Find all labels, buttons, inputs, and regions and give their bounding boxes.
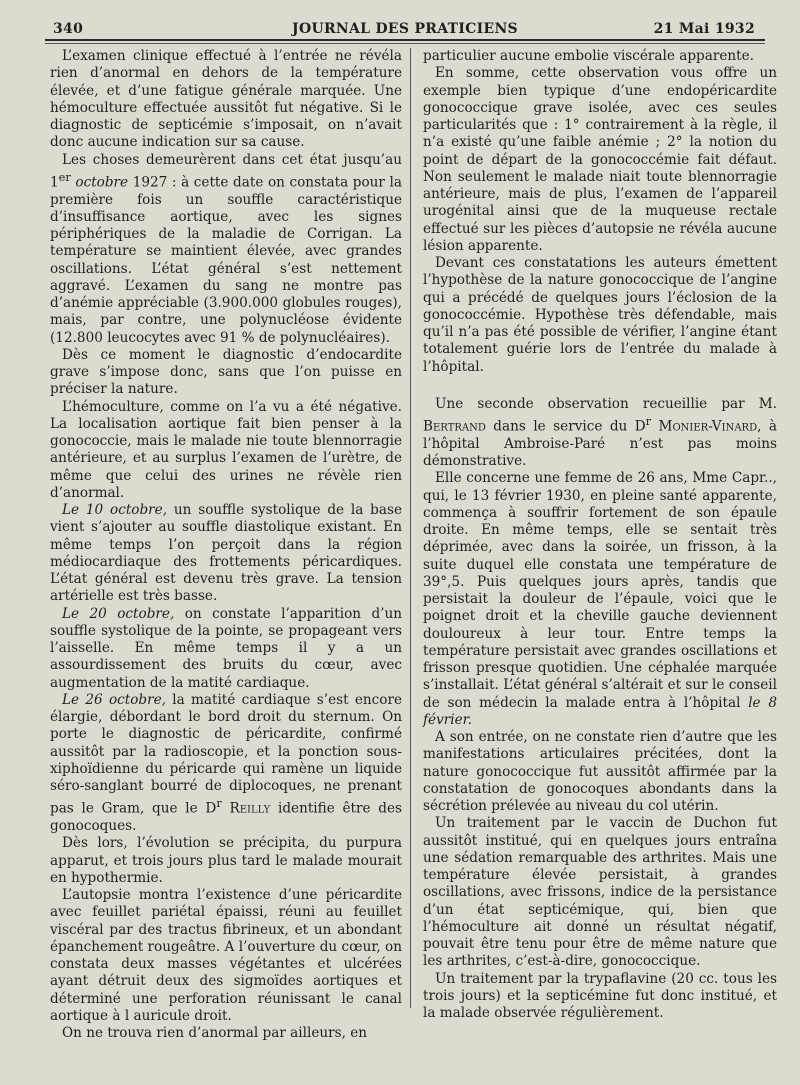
- page-number: 340: [53, 21, 84, 37]
- paragraph: A son entrée, on ne constate rien d’autre que les manifestations articulaires précitées, dont la nature gonococcique fut aussitôt affirmée par la constatation de gonocoques abondants dans la sécrétion prélevée au niveau du col utérin.: [423, 729, 777, 815]
- paragraph: Le 10 octobre, un souffle systolique de la base vient s’ajouter au souffle diastolique existant. En même temps l’on perçoit dans la région médiocardiaque des frottements péricardiques. L’état général est devenu très grave. La tension artérielle est très basse.: [50, 502, 402, 605]
- paragraph: Un traitement par le vaccin de Duchon fut aussitôt institué, qui en quelques jours entraîna une sédation remarquable des arthrites. Mais une température élevée persistait, à grandes oscillations, avec frissons, indice de la persistance d’un état septicémique, qui, bien que l’hémoculture ait donné un résultat négatif, pouvait être tenu pour être de même nature que les arthrites, c’est-à-dire, gonococcique.: [423, 815, 777, 970]
- page-header: [45, 18, 765, 40]
- header-rule: [45, 39, 765, 41]
- paragraph: Une seconde observation recueillie par M. Bertrand dans le service du $D^r$ Monier-Vinard, à l’hôpital Ambroise-Paré n’est pas moins démonstrative.: [423, 395, 778, 470]
- paragraph: Le 20 octobre, on constate l’apparition d’un souffle systolique de la pointe, se propageant vers l’aisselle. En même temps il y a un assourdissement des bruits du cœur, avec augmentation de la matité cardiaque.: [50, 605, 402, 691]
- issue-date: 21 Mai 1932: [653, 21, 755, 37]
- paragraph: L’hémoculture, comme on l’a vu a été négative. La localisation aortique fait bien penser à la gonococcie, mais le malade nie toute blennorragie antérieure, et au surplus l’examen de l’urètre, de même que celui des urines ne révèle rien d’anormal.: [50, 398, 402, 501]
- column-divider: [410, 48, 411, 1008]
- right-column: [423, 48, 777, 1022]
- paragraph: Les choses demeurèrent dans cet état jusqu’au 1er octobre 1927 : à cette date on constata pour la première fois un souffle caractéristique d’insuffisance aortique, avec les signes périphériques de la maladie de Corrigan. La température se maintient élevée, avec grandes oscillations. L’état général s’est nettement aggravé. L’examen du sang ne montre pas d’anémie appréciable (3.900.000 globules rouges), mais, par contre, une polynucléose évidente (12.800 leucocytes avec 91 % de polynucléaires).: [50, 151, 402, 346]
- header-rule-thin: [45, 43, 765, 44]
- left-column: [50, 48, 402, 1042]
- paragraph: L’autopsie montra l’existence d’une péricardite avec feuillet pariétal épaissi, réuni au feuillet viscéral par des tractus fibrineux, et un abondant épanchement rougeâtre. A l’ouverture du cœur, on constata deux masses végétantes et ulcérées ayant détruit deux des sigmoïdes aortiques et déterminé une perforation réunissant le canal aortique à l auricule droit.: [50, 887, 402, 1024]
- paragraph: L’examen clinique effectué à l’entrée ne révéla rien d’anormal en dehors de la température élevée, et d’une fatigue générale marquée. Une hémoculture effectuée aussitôt fut négative. Si le diagnostic de septicémie s’imposait, on n’avait donc aucune indication sur sa cause.: [50, 48, 402, 151]
- paragraph: Un traitement par la trypaflavine (20 cc. tous les trois jours) et la septicémine fut donc institué, et la malade observée régulièrement.: [423, 970, 777, 1022]
- paragraph: particulier aucune embolie viscérale apparente.: [423, 48, 754, 64]
- paragraph: En somme, cette observation vous offre un exemple bien typique d’une endopéricardite gonococcique grave isolée, avec ces seules particularités que : 1° contrairement à la règle, il n’a existé qu’une faible anémie ; 2° la notion du point de départ de la gonococcémie fait défaut. Non seulement le malade niait toute blennorragie antérieure, mais de plus, l’examen de l’appareil urogénital ainsi que de la muqueuse rectale effectué sur les pièces d’autopsie ne révéla aucune lésion apparente.: [423, 65, 777, 254]
- paragraph: On ne trouva rien d’anormal par ailleurs, en: [62, 1025, 368, 1042]
- paragraph: Le 26 octobre, la matité cardiaque s’est encore élargie, débordant le bord droit du sternum. On porte le diagnostic de péricardite, confirmé aussitôt par la radioscopie, et la ponction sous-xiphoïdienne du péricarde qui ramène un liquide séro-sanglant bourré de diplocoques, ne prenant pas le Gram, que le $D^r$ Reilly identifie être des gonocoques.: [50, 691, 402, 835]
- paragraph: Dès lors, l’évolution se précipita, du purpura apparut, et trois jours plus tard le malade mourait en hypothermie.: [50, 835, 402, 886]
- paragraph: Devant ces constatations les auteurs émettent l’hypothèse de la nature gonococcique de l’angine qui a précédé de quelques jours l’éclosion de la gonococcémie. Hypothèse très défendable, mais qu’il n’a pas été possible de vérifier, l’angine étant totalement guérie lors de l’entrée du malade à l’hôpital.: [423, 255, 777, 375]
- paragraph: Elle concerne une femme de 26 ans, Mme Capr.., qui, le 13 février 1930, en pleine santé apparente, commença à souffrir fortement de son épaule droite. En même temps, elle se sentait très déprimée, avec dans la soirée, un frisson, à la suite duquel elle constata une température de 39°,5. Puis quelques jours après, tandis que persistait la douleur de l’épaule, voici que le poignet droit et la cheville gauche deviennent douloureux à leur tour. Entre temps la température persistait avec grandes oscillations et frisson presque quotidien. Une céphalée marquée s’installait. L’état général s’altérait et sur le conseil de son médecin la malade entra à l’hôpital le 8 février.: [423, 470, 777, 728]
- paragraph: Dès ce moment le diagnostic d’endocardite grave s’impose donc, sans que l’on puisse en préciser la nature.: [50, 346, 402, 398]
- journal-title: JOURNAL DES PRATICIENS: [292, 21, 518, 37]
